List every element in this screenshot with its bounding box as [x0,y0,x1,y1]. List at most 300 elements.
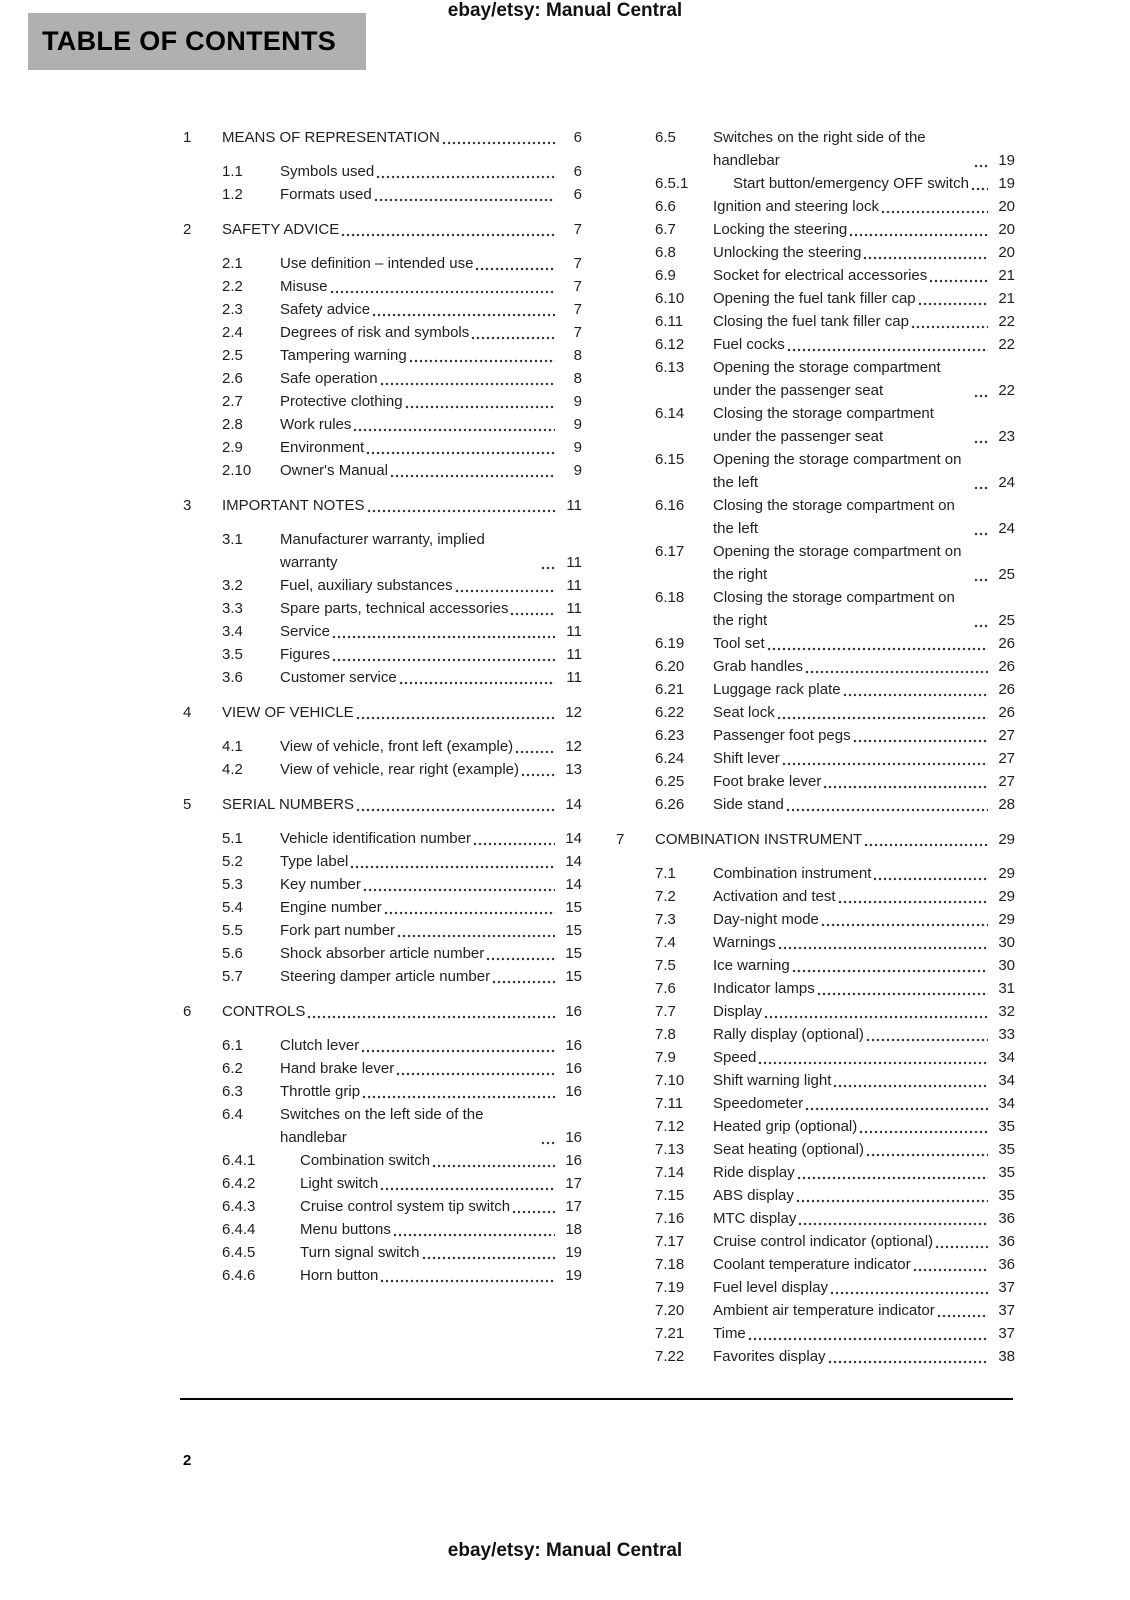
toc-entry-label: Turn signal switch [300,1244,420,1261]
toc-entry-page: 7 [573,221,582,238]
dot-leader [521,773,555,777]
toc-entry-label: Unlocking the steering [713,244,862,261]
toc-entry-number: 7.3 [655,911,676,928]
toc-entry-label: Horn button [300,1267,379,1284]
dot-leader [384,911,555,915]
toc-entry-page: 36 [998,1210,1015,1227]
toc-entry-page: 11 [566,646,582,663]
dot-leader [817,992,988,996]
toc-entry [616,1161,1015,1184]
toc-entry-label: Luggage rack plate [713,681,841,698]
dot-leader [937,1314,988,1318]
dot-leader [380,1279,555,1283]
toc-entry-number: 5 [183,796,192,813]
dot-leader [764,1015,988,1019]
toc-entry-page: 18 [565,1221,582,1238]
toc-entry-number: 7.11 [655,1095,684,1112]
dot-leader [821,923,988,927]
toc-entry-number: 7.1 [655,865,676,882]
toc-entry [183,126,582,149]
toc-entry-label: Opening the storage compartment under the passenger seat [713,359,941,399]
toc-entry [183,275,582,298]
toc-entry-label: Throttle grip [280,1083,361,1100]
toc-entry [183,218,582,241]
toc-entry-page: 11 [566,623,582,640]
toc-entry-number: 6.4 [222,1106,243,1123]
toc-entry-label: Safety advice [280,301,371,318]
footer-page-number: 2 [183,1452,192,1469]
toc-entry-label: Owner's Manual [280,462,388,479]
toc-entry-page: 19 [998,152,1015,169]
dot-leader [367,509,555,513]
dot-leader [863,256,988,260]
footer-divider [180,1398,1013,1400]
toc-entry-number: 2.1 [222,255,243,272]
toc-entry-page: 20 [998,244,1015,261]
dot-leader [866,1038,988,1042]
toc-entry [183,827,582,850]
toc-entry-page: 32 [998,1003,1015,1020]
toc-entry-label: SERIAL NUMBERS [222,796,354,813]
dot-leader [473,842,555,846]
toc-entry-label: Foot brake lever [713,773,822,790]
dot-leader [805,1107,988,1111]
toc-entry [616,977,1015,1000]
toc-entry [183,793,582,816]
dot-leader [332,635,555,639]
toc-entry-number: 2.2 [222,278,243,295]
dot-leader [393,1233,555,1237]
toc-entry [616,908,1015,931]
toc-entry [616,1069,1015,1092]
toc-entry-number: 6.18 [655,589,685,606]
toc-entry-page: 21 [998,267,1015,284]
table-of-contents [183,126,1015,1368]
toc-entry-label: Steering damper article number [280,968,491,985]
toc-entry-label: Menu buttons [300,1221,391,1238]
toc-entry [183,919,582,942]
toc-entry [616,1046,1015,1069]
toc-entry-number: 7.4 [655,934,676,951]
toc-entry-page: 14 [565,796,582,813]
toc-entry-page: 7 [573,255,582,272]
toc-entry [616,655,1015,678]
toc-entry-page: 34 [998,1049,1015,1066]
toc-entry-label: Ambient air temperature indicator [713,1302,935,1319]
toc-entry-number: 6.23 [655,727,685,744]
dot-leader [805,670,988,674]
dot-leader [935,1245,988,1249]
toc-entry-number: 6.22 [655,704,685,721]
toc-entry [183,1172,582,1195]
toc-entry-number: 6.4.5 [222,1244,256,1261]
toc-entry-label: Locking the steering [713,221,848,238]
toc-entry-label: Fork part number [280,922,396,939]
toc-entry-number: 7.13 [655,1141,685,1158]
toc-entry-page: 9 [573,462,582,479]
dot-leader [929,279,988,283]
toc-entry-page: 30 [998,934,1015,951]
toc-entry-number: 3.5 [222,646,243,663]
dot-leader [374,198,555,202]
toc-entry-number: 1.2 [222,186,243,203]
dot-leader [792,969,988,973]
toc-entry-label: Passenger foot pegs [713,727,851,744]
toc-entry-number: 6.19 [655,635,685,652]
toc-entry-page: 22 [998,336,1015,353]
toc-entry-page: 28 [998,796,1015,813]
toc-entry-label: Time [713,1325,746,1342]
toc-entry-label: Combination switch [300,1152,431,1169]
toc-entry-number: 6.17 [655,543,685,560]
toc-entry-page: 22 [998,382,1015,399]
toc-entry [183,735,582,758]
toc-entry-label: MEANS OF REPRESENTATION [222,129,440,146]
toc-entry-page: 26 [998,704,1015,721]
toc-entry-page: 15 [565,899,582,916]
toc-entry-label: Customer service [280,669,397,686]
toc-entry-number: 6.11 [655,313,684,330]
toc-entry-number: 2 [183,221,192,238]
dot-leader [913,1268,988,1272]
toc-entry [616,241,1015,264]
dot-leader [486,957,555,961]
dot-leader [833,1084,988,1088]
toc-entry-number: 6.4.6 [222,1267,256,1284]
toc-entry-number: 6.12 [655,336,685,353]
toc-entry [183,643,582,666]
toc-entry-label: Light switch [300,1175,379,1192]
toc-entry-page: 16 [565,1060,582,1077]
toc-entry-label: Shock absorber article number [280,945,485,962]
dot-leader [974,624,988,628]
toc-entry-label: Grab handles [713,658,804,675]
dot-leader [782,762,988,766]
toc-entry-page: 21 [998,290,1015,307]
dot-leader [853,739,988,743]
toc-entry-number: 6.3 [222,1083,243,1100]
toc-entry-label: Shift warning light [713,1072,832,1089]
toc-entry [616,1299,1015,1322]
toc-entry [616,1207,1015,1230]
toc-entry-page: 27 [998,773,1015,790]
toc-entry-page: 24 [998,520,1015,537]
toc-entry-page: 11 [566,497,582,514]
toc-entry-number: 1.1 [222,163,243,180]
toc-entry-number: 5.4 [222,899,243,916]
dot-leader [361,1049,555,1053]
toc-entry-label: Opening the storage compartment on the left [713,451,962,491]
toc-entry-label: CONTROLS [222,1003,306,1020]
toc-entry-label: Shift lever [713,750,780,767]
toc-entry-label: Closing the fuel tank filler cap [713,313,909,330]
toc-entry [616,1115,1015,1138]
toc-entry-page: 16 [565,1129,582,1146]
toc-entry [616,448,1015,494]
toc-entry-page: 16 [565,1003,582,1020]
dot-leader [515,750,555,754]
toc-entry-label: View of vehicle, rear right (example) [280,761,519,778]
dot-leader [541,566,555,570]
toc-entry-page: 6 [573,129,582,146]
toc-entry-page: 8 [573,370,582,387]
dot-leader [510,612,555,616]
toc-entry-number: 6.4.4 [222,1221,256,1238]
toc-entry-label: Key number [280,876,361,893]
toc-entry-page: 29 [998,911,1015,928]
toc-entry-label: Closing the storage compartment on the right [713,589,955,629]
toc-entry-number: 7.16 [655,1210,685,1227]
toc-entry [183,183,582,206]
toc-entry-page: 15 [565,968,582,985]
toc-entry-page: 38 [998,1348,1015,1365]
dot-leader [432,1164,555,1168]
toc-entry-page: 30 [998,957,1015,974]
toc-entry [616,586,1015,632]
dot-leader [350,865,555,869]
dot-leader [918,302,988,306]
dot-leader [797,1176,988,1180]
dot-leader [363,888,555,892]
dot-leader [362,1095,555,1099]
dot-leader [376,175,555,179]
toc-entry-page: 26 [998,658,1015,675]
toc-entry-page: 26 [998,681,1015,698]
toc-entry-label: Cruise control system tip switch [300,1198,511,1215]
dot-leader [396,1072,555,1076]
dot-leader [786,808,988,812]
toc-entry [616,632,1015,655]
toc-entry-label: Engine number [280,899,382,916]
toc-entry-number: 7.8 [655,1026,676,1043]
toc-entry-number: 7.21 [655,1325,685,1342]
toc-entry-number: 4.2 [222,761,243,778]
toc-entry-page: 22 [998,313,1015,330]
toc-entry-number: 5.2 [222,853,243,870]
toc-entry-label: Fuel, auxiliary substances [280,577,453,594]
toc-entry-page: 7 [573,301,582,318]
toc-entry [183,942,582,965]
toc-entry [183,965,582,988]
dot-leader [974,440,988,444]
toc-entry-number: 7.5 [655,957,676,974]
dot-leader [422,1256,556,1260]
toc-entry [183,1264,582,1287]
toc-entry-label: Rally display (optional) [713,1026,864,1043]
toc-entry-number: 6.10 [655,290,685,307]
toc-entry-number: 3.1 [222,531,243,548]
toc-entry-number: 2.6 [222,370,243,387]
toc-entry-page: 25 [998,612,1015,629]
toc-entry-page: 16 [565,1152,582,1169]
toc-entry [183,252,582,275]
toc-entry-label: Speedometer [713,1095,804,1112]
toc-entry-page: 19 [565,1267,582,1284]
toc-entry-number: 7.10 [655,1072,685,1089]
toc-entry [616,828,1015,851]
toc-entry-number: 6.4.1 [222,1152,256,1169]
toc-entry-label: Ignition and steering lock [713,198,879,215]
dot-leader [859,1130,988,1134]
dot-leader [397,934,555,938]
toc-entry-number: 1 [183,129,192,146]
toc-entry-number: 4.1 [222,738,243,755]
toc-entry-number: 6.8 [655,244,676,261]
toc-entry [183,390,582,413]
toc-entry-label: Use definition – intended use [280,255,474,272]
toc-entry-page: 34 [998,1072,1015,1089]
toc-entry-number: 7.19 [655,1279,685,1296]
dot-leader [332,658,555,662]
dot-leader [442,141,555,145]
toc-entry [183,1057,582,1080]
toc-entry-label: Start button/emergency OFF switch [733,175,969,192]
dot-leader [409,359,555,363]
toc-entry-label: Closing the storage compartment on the left [713,497,955,537]
toc-entry-label: Switches on the right side of the handlebar [713,129,926,169]
dot-leader [843,693,988,697]
dot-leader [492,980,555,984]
toc-entry-page: 16 [565,1037,582,1054]
toc-entry-label: Service [280,623,331,640]
dot-leader [777,716,988,720]
toc-entry-number: 7.17 [655,1233,685,1250]
toc-entry-number: 6.15 [655,451,685,468]
dot-leader [399,681,555,685]
dot-leader [366,451,555,455]
toc-entry-page: 23 [998,428,1015,445]
toc-entry [616,931,1015,954]
dot-leader [864,843,988,847]
toc-entry [616,1253,1015,1276]
toc-entry [183,367,582,390]
toc-entry [183,436,582,459]
dot-leader [356,808,555,812]
toc-entry [183,1149,582,1172]
toc-entry-number: 6.5 [655,129,676,146]
toc-entry-page: 12 [565,704,582,721]
toc-entry [183,597,582,620]
dot-leader [405,405,555,409]
toc-entry [616,954,1015,977]
toc-entry-label: Day-night mode [713,911,819,928]
toc-entry [616,862,1015,885]
toc-entry-number: 7.12 [655,1118,685,1135]
toc-entry [183,1034,582,1057]
toc-entry-label: Type label [280,853,349,870]
toc-entry-page: 7 [573,278,582,295]
toc-entry-number: 6.20 [655,658,685,675]
toc-column-right [616,126,1015,1368]
dot-leader [475,267,555,271]
dot-leader [838,900,988,904]
toc-entry-label: Tampering warning [280,347,407,364]
toc-entry-label: MTC display [713,1210,797,1227]
toc-entry-page: 27 [998,727,1015,744]
toc-entry-label: Protective clothing [280,393,403,410]
toc-entry-page: 20 [998,221,1015,238]
toc-entry-number: 3.2 [222,577,243,594]
toc-entry-page: 37 [998,1279,1015,1296]
toc-entry-label: View of vehicle, front left (example) [280,738,514,755]
toc-entry [616,402,1015,448]
toc-entry-label: Figures [280,646,331,663]
toc-entry-label: Spare parts, technical accessories [280,600,509,617]
toc-entry-page: 11 [566,600,582,617]
dot-leader [866,1153,988,1157]
dot-leader [778,946,988,950]
toc-entry-page: 13 [565,761,582,778]
toc-entry-label: Activation and test [713,888,836,905]
toc-entry [616,701,1015,724]
toc-entry [183,160,582,183]
toc-entry-number: 5.6 [222,945,243,962]
toc-entry-page: 26 [998,635,1015,652]
toc-entry-page: 11 [566,554,582,571]
dot-leader [330,290,555,294]
toc-entry-number: 2.5 [222,347,243,364]
dot-leader [798,1222,988,1226]
toc-entry-number: 2.8 [222,416,243,433]
toc-entry-page: 9 [573,439,582,456]
toc-entry-page: 19 [565,1244,582,1261]
toc-entry-page: 16 [565,1083,582,1100]
toc-entry-label: Display [713,1003,763,1020]
toc-entry-label: Combination instrument [713,865,872,882]
toc-entry-number: 6.6 [655,198,676,215]
toc-entry [616,195,1015,218]
toc-entry-number: 6 [183,1003,192,1020]
toc-entry [183,1241,582,1264]
toc-entry-page: 24 [998,474,1015,491]
toc-entry-page: 29 [998,865,1015,882]
dot-leader [911,325,988,329]
toc-entry [183,459,582,482]
toc-entry-page: 14 [565,830,582,847]
toc-entry-number: 2.4 [222,324,243,341]
toc-entry-number: 6.1 [222,1037,243,1054]
toc-entry-number: 2.10 [222,462,252,479]
toc-entry-label: Clutch lever [280,1037,360,1054]
toc-entry-label: Safe operation [280,370,378,387]
toc-entry-page: 8 [573,347,582,364]
toc-entry-page: 35 [998,1187,1015,1204]
toc-entry-page: 9 [573,416,582,433]
toc-entry-number: 6.4.3 [222,1198,256,1215]
toc-entry-number: 7.15 [655,1187,685,1204]
dot-leader [971,187,988,191]
toc-entry-number: 5.3 [222,876,243,893]
toc-entry [616,494,1015,540]
toc-entry-label: VIEW OF VEHICLE [222,704,354,721]
dot-leader [455,589,555,593]
toc-entry [183,321,582,344]
toc-entry-number: 3.4 [222,623,243,640]
toc-entry-page: 7 [573,324,582,341]
toc-entry [183,1218,582,1241]
toc-entry [616,1230,1015,1253]
toc-entry-number: 2.9 [222,439,243,456]
toc-entry-number: 6.4.2 [222,1175,256,1192]
toc-entry [616,310,1015,333]
toc-entry [616,885,1015,908]
toc-entry-number: 2.3 [222,301,243,318]
toc-entry-number: 6.14 [655,405,685,422]
toc-entry-label: Environment [280,439,365,456]
dot-leader [830,1291,988,1295]
toc-entry [616,1345,1015,1368]
toc-entry [616,724,1015,747]
